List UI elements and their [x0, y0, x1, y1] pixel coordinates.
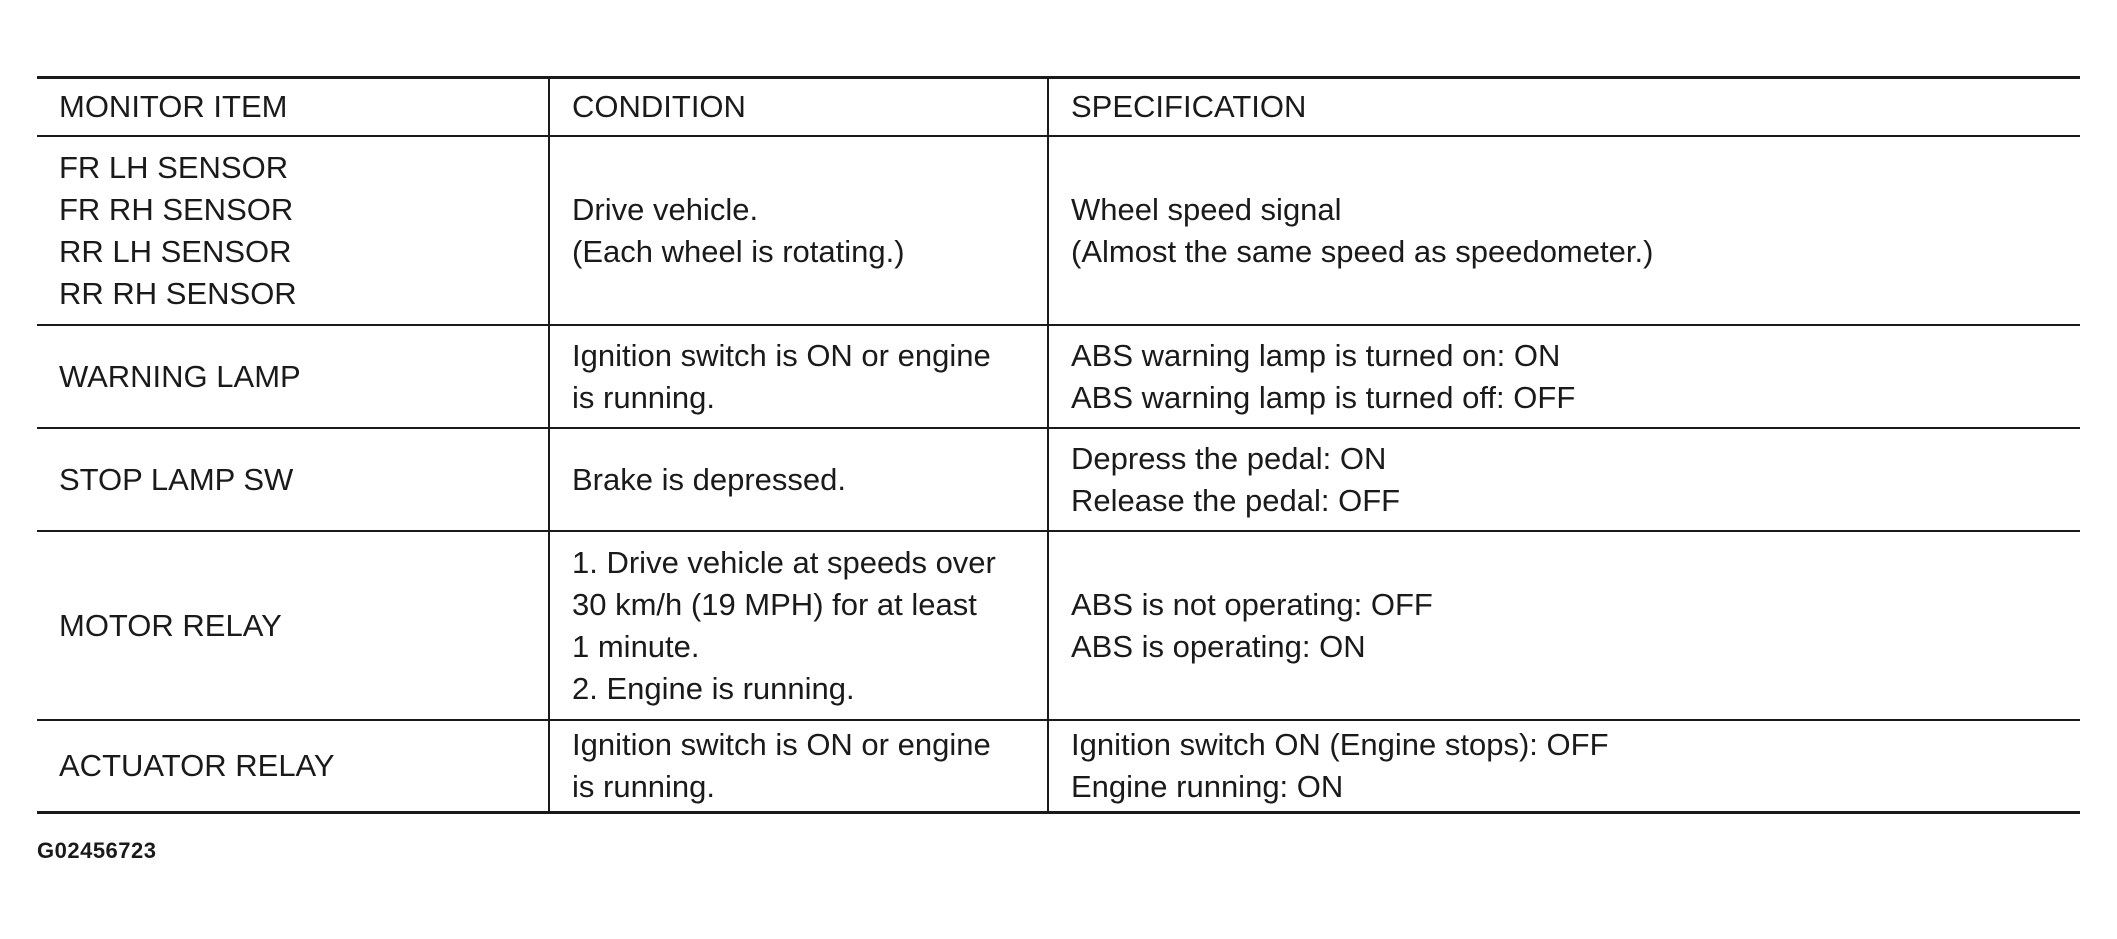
condition-cell: Brake is depressed. — [549, 428, 1048, 531]
monitor-item-cell: MOTOR RELAY — [37, 531, 549, 720]
table-row — [37, 720, 2080, 813]
figure-id: G02456723 — [37, 838, 157, 863]
specification-cell: Wheel speed signal (Almost the same speed as speedometer.) — [1048, 136, 2080, 325]
table-row — [37, 428, 2080, 531]
monitor-item-cell: WARNING LAMP — [37, 325, 549, 428]
header-condition: CONDITION — [549, 78, 1048, 137]
condition-cell: Ignition switch is ON or engine is running. — [549, 325, 1048, 428]
condition-cell: Drive vehicle. (Each wheel is rotating.) — [549, 136, 1048, 325]
monitor-item-cell: STOP LAMP SW — [37, 428, 549, 531]
monitor-item-cell: ACTUATOR RELAY — [37, 720, 549, 813]
specification-cell: ABS is not operating: OFF ABS is operating: ON — [1048, 531, 2080, 720]
table-header — [37, 78, 2080, 137]
monitor-item-cell: FR LH SENSOR FR RH SENSOR RR LH SENSOR RR RH SENSOR — [37, 136, 549, 325]
table-row — [37, 325, 2080, 428]
specification-cell: ABS warning lamp is turned on: ON ABS warning lamp is turned off: OFF — [1048, 325, 2080, 428]
table-row — [37, 136, 2080, 325]
condition-cell: Ignition switch is ON or engine is running. — [549, 720, 1048, 813]
header-specification: SPECIFICATION — [1048, 78, 2080, 137]
condition-cell: 1. Drive vehicle at speeds over 30 km/h (19 MPH) for at least 1 minute. 2. Engine is running. — [549, 531, 1048, 720]
table-body — [37, 136, 2080, 813]
table-row — [37, 531, 2080, 720]
specification-cell: Ignition switch ON (Engine stops): OFF Engine running: ON — [1048, 720, 2080, 813]
header-monitor-item: MONITOR ITEM — [37, 78, 549, 137]
monitor-item-table — [37, 76, 2080, 814]
specification-cell: Depress the pedal: ON Release the pedal: OFF — [1048, 428, 2080, 531]
header-row — [37, 78, 2080, 137]
